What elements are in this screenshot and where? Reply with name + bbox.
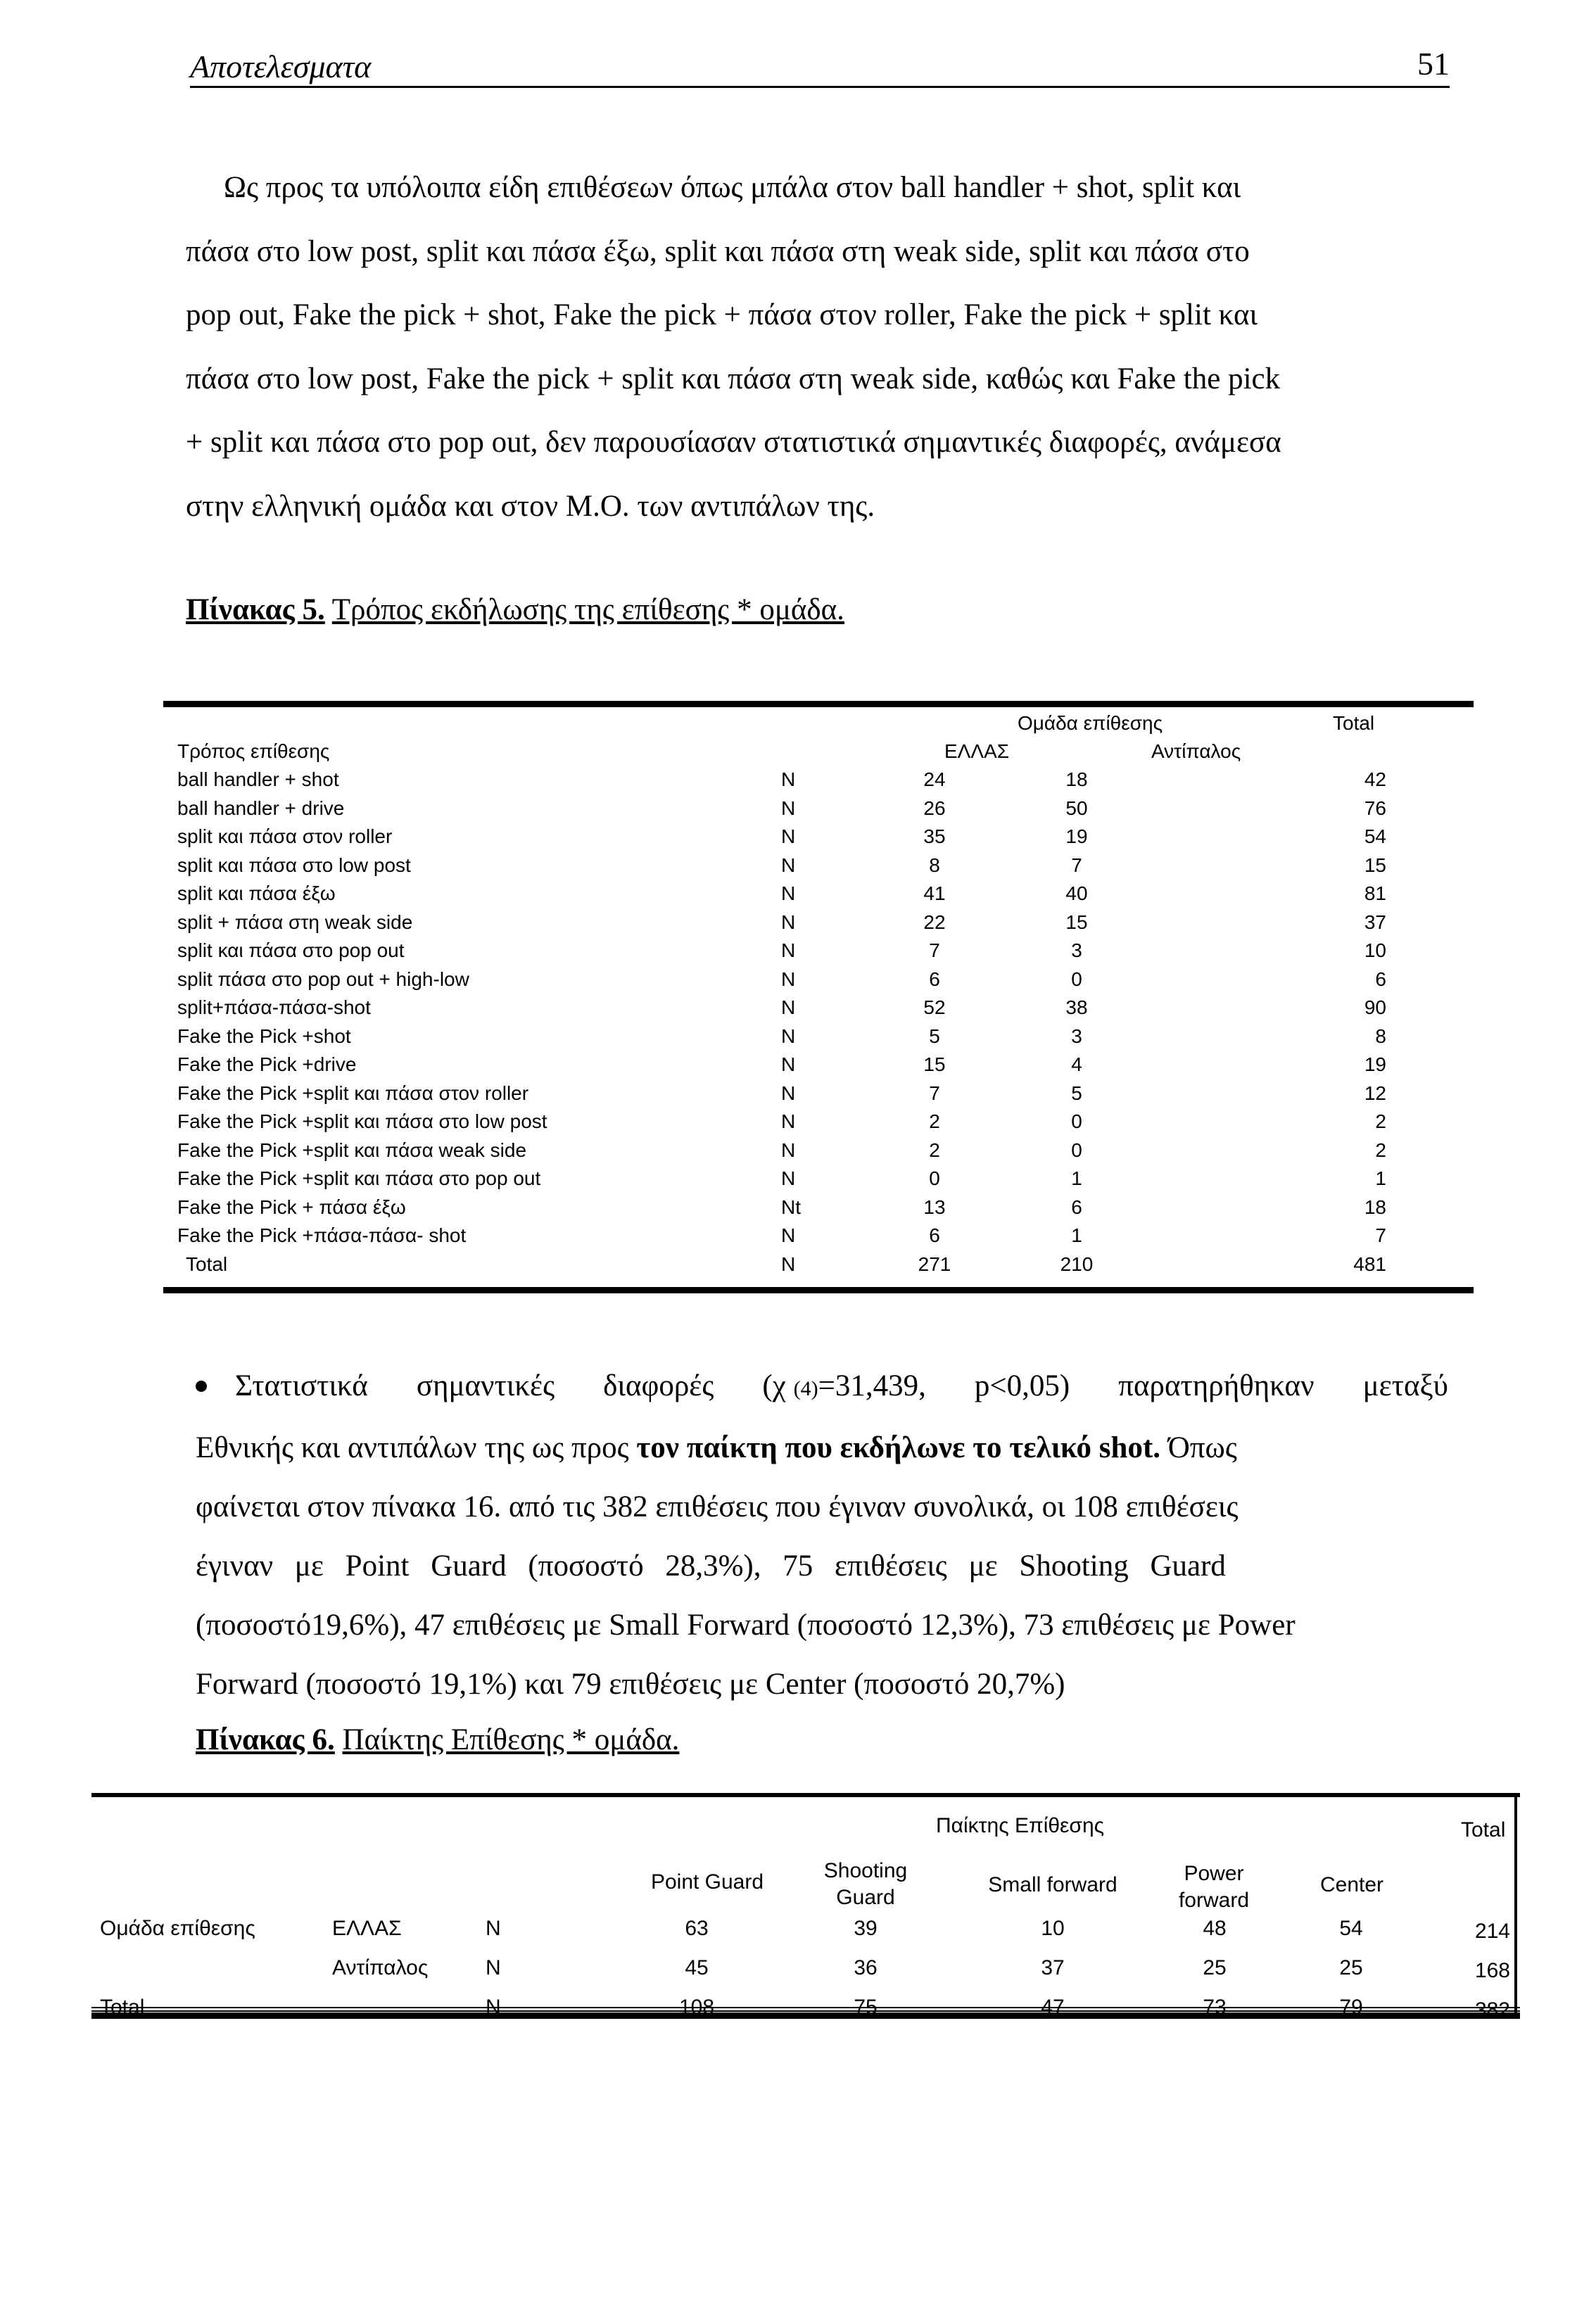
table5-cell-opponent: 40 [1065,882,1088,904]
table5-cell-opponent: 0 [1071,968,1082,990]
table6-cell-total: 214 [1474,1920,1510,1943]
table6-cell-value: 37 [1041,1956,1065,1979]
table6-cell-label: ΕΛΛΑΣ [332,1917,402,1940]
table5-cell-label: Fake the Pick +split και πάσα στον roller [177,1082,529,1104]
table5-group-header: Ομάδα επίθεσης [1018,712,1163,734]
table5-cell-label: split και πάσα στο pop out [177,939,405,961]
table6-group-header: Παίκτης Επίθεσης [936,1814,1105,1837]
table6-cell-value: 63 [685,1917,709,1940]
table5-cell-opponent: 210 [1060,1253,1094,1275]
bold-text: τον παίκτη που εκδήλωνε το τελικό shot. [636,1431,1161,1464]
bullet-line-2 [196,1419,1448,1478]
table5-cell-n: N [781,1053,796,1075]
table5-row [176,1022,1386,1051]
table5-cell-opponent: 0 [1071,1139,1082,1161]
table6-cell-value: 25 [1339,1956,1363,1979]
table6-cell-value: 39 [854,1917,878,1940]
text-span: Όπως [1167,1431,1237,1464]
table5-cell-greece: 35 [923,825,946,847]
table5-cell-greece: 7 [929,1082,940,1104]
table5-cell-n: N [781,1025,796,1047]
bullet-paragraph [196,1357,1448,1714]
bullet-line-4: έγιναν με Point Guard (ποσοστό 28,3%), 75 επιθέσεις με Shooting Guard [196,1549,1226,1583]
table5-cell-label: split και πάσα έξω [177,882,336,904]
table5-header-row-1 [176,709,1386,737]
table5-cell-label: split πάσα στο pop out + high-low [177,968,469,990]
table5-cell-opponent: 1 [1071,1167,1082,1189]
table6-cell-value: 54 [1339,1917,1363,1940]
bullet-line-3: φαίνεται στον πίνακα 16. από τις 382 επιθέσεις που έγιναν συνολικά, οι 108 επιθέσεις [196,1490,1239,1523]
bullet-line-5: (ποσοστό19,6%), 47 επιθέσεις με Small Forward (ποσοστό 12,3%), 73 επιθέσεις με Power [196,1609,1296,1642]
table5-cell-total: 6 [1375,968,1386,990]
table5-cell-greece: 41 [923,882,946,904]
table5-cell-greece: 26 [923,797,946,819]
table5-cell-total: 8 [1375,1025,1386,1047]
table5-cell-total: 15 [1364,854,1386,876]
paragraph-line: πάσα στο low post, Fake the pick + split και πάσα στη weak side, καθώς και Fake the pick [186,362,1281,395]
intro-paragraph [186,156,1459,538]
table5-row [176,1051,1386,1079]
table5-cell-total: 2 [1375,1110,1386,1132]
table5-cell-n: N [781,1110,796,1132]
table6-cell-total: 382 [1474,1998,1510,2022]
table6-cell-label: Αντίπαλος [332,1956,429,1979]
table5-cell-greece: 2 [929,1110,940,1132]
table5-row [176,1193,1386,1222]
table5-cell-greece: 0 [929,1167,940,1189]
table6-cell-value: 47 [1041,1996,1065,2019]
table5-cell-n: N [781,882,796,904]
table5-cell-opponent: 1 [1071,1224,1082,1246]
table5-cell-n: N [781,1224,796,1246]
text-span: παρατηρήθηκαν [1118,1369,1315,1402]
table5-cell-n: N [781,797,796,819]
table5-cell-opponent: 15 [1065,911,1088,933]
paragraph-line: στην ελληνική ομάδα και στον Μ.Ο. των αντιπάλων της. [186,489,875,523]
table5-cell-label: Fake the Pick + πάσα έξω [177,1196,406,1218]
table6-cell-value: 79 [1339,1996,1363,2019]
table5-cell-label: ball handler + shot [177,768,339,790]
table5-row [176,908,1386,937]
paragraph-line: pop out, Fake the pick + shot, Fake the pick + πάσα στον roller, Fake the pick + split και [186,298,1258,331]
section-title: Αποτελεσματα [190,49,372,84]
table6-row-group: Ομάδα επίθεσης [100,1917,255,1940]
table5-cell-greece: 6 [929,1224,940,1246]
paragraph-line: πάσα στο low post, split και πάσα έξω, split και πάσα στη weak side, split και πάσα στο [186,234,1250,268]
table5-cell-opponent: 50 [1065,797,1088,819]
table5-cell-greece: 13 [923,1196,946,1218]
table5-cell-n: N [781,1082,796,1104]
table5-cell-opponent: 3 [1071,939,1082,961]
table5-cell-label: Total [186,1253,228,1275]
table5-row [176,880,1386,908]
table5-cell-greece: 22 [923,911,946,933]
table5-cell-label: Fake the Pick +split και πάσα weak side [177,1139,527,1161]
subscript: (4) [793,1377,818,1400]
table6-col-shooting-guard: Shooting Guard [823,1859,908,1909]
text-span: (χ [762,1369,786,1402]
text-span: Στατιστικά [235,1369,368,1402]
table5-cell-greece: 271 [918,1253,951,1275]
table5-cell-label: split και πάσα στον roller [177,825,393,847]
table6-total-header: Total [1461,1818,1506,1842]
text-span: μεταξύ [1362,1369,1448,1402]
table6-cell-value: 45 [685,1956,709,1979]
table5-row [176,1136,1386,1165]
table5-cell-total: 76 [1364,797,1386,819]
table5-cell-opponent: 0 [1071,1110,1082,1132]
table5-cell-label: Fake the Pick +split και πάσα στο pop out [177,1167,541,1189]
text-span: =31,439, [818,1369,926,1402]
table5-cell-greece: 5 [929,1025,940,1047]
table5-cell-total: 42 [1364,768,1386,790]
table6-right-rule [1514,1793,1517,2018]
table5-row [176,1079,1386,1108]
table5-cell-greece: 24 [923,768,946,790]
table5-row-header: Τρόπος επίθεσης [177,740,330,762]
table5-caption [186,592,844,627]
table5-cell-greece: 6 [929,968,940,990]
table5-cell-n: N [781,854,796,876]
table5-cell-opponent: 4 [1071,1053,1082,1075]
table5-cell-n: N [781,1139,796,1161]
table5-cell-opponent: 3 [1071,1025,1082,1047]
table5-cell-opponent: 5 [1071,1082,1082,1104]
paragraph-line: Ως προς τα υπόλοιπα είδη επιθέσεων όπως μπάλα στον ball handler + shot, split και [224,171,1241,204]
table6-cell-value: 25 [1203,1956,1227,1979]
table6-caption [196,1723,679,1757]
table5-top-rule [163,701,1474,707]
table5-cell-total: 10 [1364,939,1386,961]
table5-cell-label: Fake the Pick +drive [177,1053,357,1075]
table5-row [176,794,1386,823]
table5-total-header: Total [1333,712,1375,734]
table6-cell-n: N [486,1996,501,2019]
table5-cell-total: 12 [1364,1082,1386,1104]
text-span: διαφορές [603,1369,714,1402]
table5-cell-total: 481 [1353,1253,1386,1275]
table5-cell-total: 18 [1364,1196,1386,1218]
table5-caption-label: Πίνακας 5. [186,593,325,626]
table5-cell-n: N [781,911,796,933]
table6-col-power-forward: Power forward [1178,1862,1250,1912]
table5-cell-greece: 8 [929,854,940,876]
table6-top-rule [91,1793,1520,1797]
paragraph-line: + split και πάσα στο pop out, δεν παρουσίασαν στατιστικά σημαντικές διαφορές, ανάμεσα [186,426,1281,459]
table6-cell-value: 48 [1203,1917,1227,1940]
table5-cell-n: N [781,825,796,847]
table5-row [176,1222,1386,1250]
table5-cell-label: Fake the Pick +πάσα-πάσα- shot [177,1224,467,1246]
table5-cell-total: 81 [1364,882,1386,904]
table6-cell-value: 108 [678,1996,715,2019]
table5-row [176,994,1386,1022]
table5-col-opponent: Αντίπαλος [1151,740,1241,762]
text-span: σημαντικές [416,1369,555,1402]
table6-cell-total: 168 [1474,1959,1510,1982]
table6-cell-value: 36 [854,1956,878,1979]
page-header [190,44,1450,88]
table5-cell-n: Nt [781,1196,801,1218]
table5-cell-opponent: 7 [1071,854,1082,876]
table5-cell-total: 19 [1364,1053,1386,1075]
table5-cell-opponent: 38 [1065,996,1088,1018]
table5-cell-n: N [781,996,796,1018]
table5-row [176,937,1386,965]
bullet-line-6: Forward (ποσοστό 19,1%) και 79 επιθέσεις με Center (ποσοστό 20,7%) [196,1668,1065,1701]
table5-cell-n: N [781,768,796,790]
table5-bottom-rule [163,1287,1474,1293]
table5-cell-greece: 2 [929,1139,940,1161]
table5-row [176,1108,1386,1136]
table5-caption-text: Τρόπος εκδήλωσης της επίθεσης * ομάδα. [331,593,844,626]
table6-col-small-forward: Small forward [988,1873,1117,1896]
table5-row [176,1165,1386,1193]
table5-col-greece: ΕΛΛΑΣ [944,740,1010,762]
table5-cell-label: Fake the Pick +split και πάσα στο low post [177,1110,547,1132]
table5-row [176,766,1386,794]
table5-cell-total: 7 [1375,1224,1386,1246]
table5-cell-label: ball handler + drive [177,797,345,819]
table6-cell-n: N [486,1956,501,1979]
page-number: 51 [1417,46,1450,82]
table5-cell-opponent: 19 [1065,825,1088,847]
table5-row [176,851,1386,880]
table6-col-center: Center [1319,1873,1384,1896]
table6-cell-value: 75 [854,1996,878,2019]
table6-cell-label: Total [100,1996,145,2019]
table5-row [176,965,1386,994]
table5-cell-total: 37 [1364,911,1386,933]
table5-cell-total: 1 [1375,1167,1386,1189]
table5-cell-label: split και πάσα στο low post [177,854,411,876]
table5-cell-greece: 52 [923,996,946,1018]
table5-cell-n: N [781,939,796,961]
table5-cell-n: N [781,1167,796,1189]
table5-cell-label: Fake the Pick +shot [177,1025,351,1047]
table5-cell-n: N [781,968,796,990]
text-span: p<0,05) [974,1369,1070,1402]
bullet-icon [196,1381,207,1392]
table6-bottom-rule [91,2012,1520,2019]
table5-cell-opponent: 6 [1071,1196,1082,1218]
table6-cell-n: N [486,1917,501,1940]
table6-cell-value: 10 [1041,1917,1065,1940]
table6-caption-text: Παίκτης Επίθεσης * ομάδα. [342,1723,680,1756]
table6-divider [91,2010,1520,2012]
text-span: Εθνικής και αντιπάλων της ως προς [196,1431,629,1464]
table5-total-row [176,1250,1386,1279]
bullet-line-1 [146,1357,1448,1419]
table5-cell-opponent: 18 [1065,768,1088,790]
table5-cell-total: 54 [1364,825,1386,847]
table6-caption-label: Πίνακας 6. [196,1723,335,1756]
table5-cell-label: split+πάσα-πάσα-shot [177,996,371,1018]
table5-cell-n: N [781,1253,796,1275]
table5-cell-total: 2 [1375,1139,1386,1161]
table5-cell-greece: 15 [923,1053,946,1075]
table5-cell-greece: 7 [929,939,940,961]
table6-divider [91,2007,1520,2008]
table5-cell-total: 90 [1364,996,1386,1018]
table6-cell-value: 73 [1203,1996,1227,2019]
table5-cell-label: split + πάσα στη weak side [177,911,413,933]
table6-col-point-guard: Point Guard [650,1870,764,1894]
table5-row [176,823,1386,851]
table5-header-row-2 [176,737,1386,766]
